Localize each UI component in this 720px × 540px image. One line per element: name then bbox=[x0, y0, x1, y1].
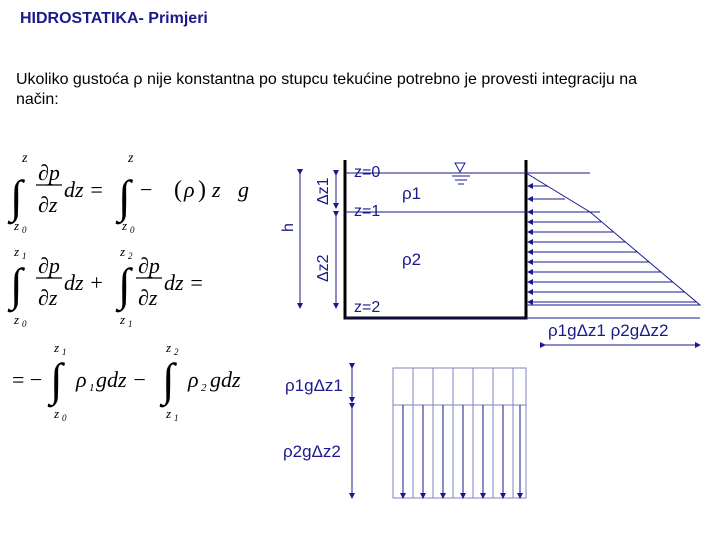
intro-paragraph bbox=[16, 70, 720, 110]
svg-text:z: z bbox=[166, 340, 172, 355]
equation-2 bbox=[7, 244, 204, 329]
svg-text:z: z bbox=[128, 151, 134, 166]
svg-text:ρ: ρ bbox=[76, 367, 87, 392]
label-z0: z=0 bbox=[354, 164, 381, 181]
svg-text:0: 0 bbox=[22, 225, 27, 235]
svg-text:1: 1 bbox=[62, 347, 67, 357]
svg-text:∫: ∫ bbox=[162, 354, 175, 405]
svg-text:∫: ∫ bbox=[10, 259, 23, 310]
svg-text:∫: ∫ bbox=[118, 171, 131, 222]
svg-text:z: z bbox=[14, 244, 20, 259]
svg-text:2: 2 bbox=[201, 382, 207, 394]
svg-text:): ) bbox=[198, 177, 206, 203]
lower-grid-box bbox=[393, 368, 526, 498]
label-bottom-pressure: ρ1gΔz1 ρ2gΔz2 bbox=[548, 321, 669, 340]
svg-text:∂z: ∂z bbox=[138, 285, 158, 310]
svg-text:1: 1 bbox=[174, 413, 179, 423]
svg-text:0: 0 bbox=[130, 225, 135, 235]
svg-text:∫: ∫ bbox=[10, 171, 23, 222]
svg-text:∂p: ∂p bbox=[38, 160, 60, 185]
label-dz2: Δz2 bbox=[315, 254, 332, 282]
svg-text:dz =: dz = bbox=[64, 177, 104, 202]
svg-text:0: 0 bbox=[22, 319, 27, 329]
svg-text:ρ: ρ bbox=[184, 177, 195, 202]
svg-text:z: z bbox=[14, 218, 20, 233]
svg-text:1: 1 bbox=[128, 319, 133, 329]
svg-text:z: z bbox=[166, 406, 172, 421]
svg-text:1: 1 bbox=[89, 382, 95, 394]
free-surface-icon bbox=[452, 163, 470, 184]
svg-text:z: z bbox=[54, 406, 60, 421]
label-rho2: ρ2 bbox=[402, 250, 422, 269]
equation-3 bbox=[12, 340, 241, 423]
svg-text:2: 2 bbox=[174, 347, 179, 357]
svg-text:z: z bbox=[122, 218, 128, 233]
svg-text:−: − bbox=[140, 177, 153, 202]
svg-text:= −: = − bbox=[12, 367, 43, 392]
svg-text:g: g bbox=[238, 177, 249, 202]
svg-text:gdz: gdz bbox=[210, 367, 241, 392]
svg-text:gdz −: gdz − bbox=[96, 367, 147, 392]
lower-grid-lines bbox=[393, 368, 526, 498]
svg-text:dz =: dz = bbox=[164, 270, 204, 295]
lower-grid-arrows bbox=[403, 405, 520, 498]
label-z1: z=1 bbox=[354, 203, 381, 220]
svg-text:∂p: ∂p bbox=[138, 253, 160, 278]
pressure-arrows bbox=[528, 186, 697, 302]
label-dz1: Δz1 bbox=[315, 177, 332, 205]
svg-text:dz +: dz + bbox=[64, 270, 104, 295]
svg-text:1: 1 bbox=[22, 251, 27, 261]
label-p1: ρ1gΔz1 bbox=[285, 376, 343, 395]
svg-text:2: 2 bbox=[128, 251, 133, 261]
svg-text:∂z: ∂z bbox=[38, 192, 58, 217]
svg-text:(: ( bbox=[174, 177, 182, 203]
intro-line-1: Ukoliko gustoća ρ nije konstantna po stupcu tekućine potrebno je provesti integraciju na bbox=[16, 71, 638, 88]
slide-title: HIDROSTATIKA- Primjeri bbox=[20, 10, 208, 27]
svg-text:z: z bbox=[22, 151, 28, 166]
equation-1 bbox=[7, 151, 249, 235]
label-rho1: ρ1 bbox=[402, 184, 422, 203]
label-p2: ρ2gΔz2 bbox=[283, 442, 341, 461]
label-h: h bbox=[280, 223, 297, 232]
integration-equations bbox=[0, 140, 270, 430]
intro-line-2: način: bbox=[16, 91, 59, 108]
vessel-outline bbox=[345, 160, 526, 318]
svg-text:0: 0 bbox=[62, 413, 67, 423]
svg-text:∫: ∫ bbox=[118, 259, 131, 310]
svg-text:z: z bbox=[14, 312, 20, 327]
svg-text:z: z bbox=[120, 244, 126, 259]
svg-text:z: z bbox=[212, 177, 221, 202]
svg-text:ρ: ρ bbox=[188, 367, 199, 392]
svg-text:∂p: ∂p bbox=[38, 253, 60, 278]
svg-text:z: z bbox=[120, 312, 126, 327]
svg-text:∫: ∫ bbox=[50, 354, 63, 405]
svg-text:∂z: ∂z bbox=[38, 285, 58, 310]
pressure-profile bbox=[526, 173, 700, 305]
svg-text:z: z bbox=[54, 340, 60, 355]
label-z2: z=2 bbox=[354, 299, 381, 316]
